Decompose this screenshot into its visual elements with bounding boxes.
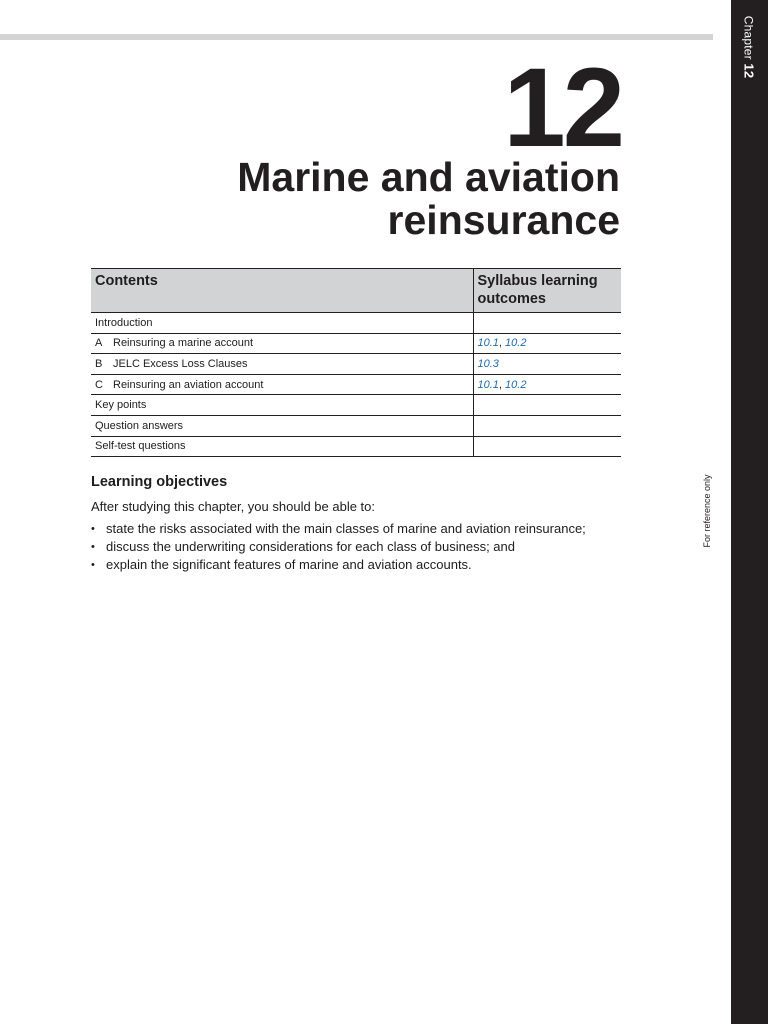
section-letter: A (95, 337, 103, 350)
table-row (91, 333, 621, 354)
contents-table (91, 268, 621, 457)
contents-entry[interactable] (91, 333, 473, 354)
list-item: • explain the significant features of marine and aviation accounts. (91, 556, 586, 574)
list-item: • state the risks associated with the main classes of marine and aviation reinsurance; (91, 520, 586, 538)
section-title: Question answers (95, 419, 184, 432)
outcomes-cell (473, 395, 621, 416)
learning-objectives-intro: After studying this chapter, you should be able to: (91, 499, 376, 514)
contents-header-row (91, 269, 621, 313)
table-row (91, 395, 621, 416)
outcomes-column-header: Syllabus learning outcomes (473, 269, 621, 313)
table-row (91, 354, 621, 375)
chapter-tab-label (742, 16, 757, 79)
outcome-link[interactable]: 10.1 (477, 337, 499, 350)
chapter-title: Marine and aviation reinsurance (237, 154, 620, 243)
section-title: JELC Excess Loss Clauses (113, 357, 248, 370)
table-row (91, 374, 621, 395)
list-item: • discuss the underwriting considerations for each class of business; and (91, 538, 586, 556)
contents-entry[interactable] (91, 374, 473, 395)
section-title: Introduction (95, 316, 153, 329)
outcomes-cell (473, 436, 621, 457)
section-title: Key points (95, 399, 147, 412)
learning-objectives-heading: Learning objectives (91, 474, 228, 490)
learning-objectives-list (91, 520, 586, 574)
outcome-link[interactable]: 10.1 (477, 378, 499, 391)
reference-note: For reference only (702, 474, 712, 548)
outcomes-cell (473, 313, 621, 334)
contents-body (91, 313, 621, 457)
section-title: Self-test questions (95, 440, 186, 453)
chapter-number: 12 (503, 45, 622, 170)
top-rule (0, 34, 713, 40)
contents-entry[interactable] (91, 395, 473, 416)
outcome-link[interactable]: 10.3 (477, 357, 499, 370)
chapter-tab-number: 12 (741, 63, 757, 79)
chapter-tab-text: Chapter (741, 15, 756, 60)
contents-entry[interactable] (91, 354, 473, 375)
outcomes-cell (473, 354, 621, 375)
section-title: Reinsuring an aviation account (113, 378, 264, 391)
section-title: Reinsuring a marine account (113, 337, 254, 350)
contents-entry[interactable] (91, 313, 473, 334)
chapter-side-tab (731, 0, 768, 1024)
contents-entry[interactable] (91, 436, 473, 457)
contents-entry[interactable] (91, 415, 473, 436)
outcomes-cell (473, 415, 621, 436)
section-letter: B (95, 357, 103, 370)
section-letter: C (95, 378, 103, 391)
table-row (91, 313, 621, 334)
outcome-link[interactable]: 10.2 (505, 378, 527, 391)
outcome-link[interactable]: 10.2 (505, 337, 527, 350)
contents-column-header: Contents (91, 269, 473, 313)
outcomes-cell: 10.1, 10.2 (473, 333, 621, 354)
table-row (91, 436, 621, 457)
table-row (91, 415, 621, 436)
outcomes-cell: 10.1, 10.2 (473, 374, 621, 395)
